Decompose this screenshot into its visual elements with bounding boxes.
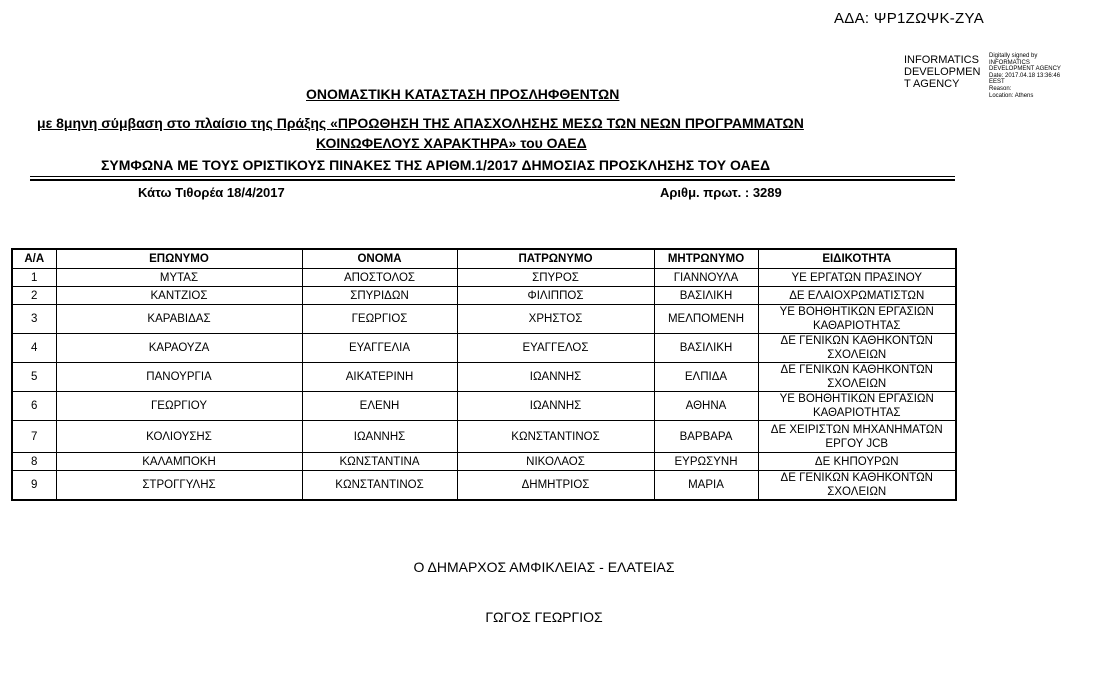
table-row (12, 305, 956, 334)
header-divider-thin (30, 176, 955, 177)
column-header-specialty: ΕΙΔΙΚΟΤΗΤΑ (758, 249, 956, 269)
cell-mother-name: ΒΑΣΙΛΙΚΗ (654, 287, 758, 305)
cell-aa: 7 (12, 421, 56, 453)
cell-surname: ΣΤΡΟΓΓΥΛΗΣ (56, 471, 302, 501)
cell-specialty (758, 392, 956, 421)
cell-name: ΕΛΕΝΗ (302, 392, 457, 421)
specialty-line: ΚΑΘΑΡΙΟΤΗΤΑΣ (812, 320, 901, 332)
ada-code: ΑΔΑ: ΨΡ1ΖΩΨΚ-ΖΥΑ (834, 10, 985, 27)
cell-father-name: ΧΡΗΣΤΟΣ (457, 305, 654, 334)
cell-mother-name: ΓΙΑΝΝΟΥΛΑ (654, 269, 758, 287)
cell-mother-name: ΑΘΗΝΑ (654, 392, 758, 421)
cell-aa: 9 (12, 471, 56, 501)
cell-name: ΚΩΝΣΤΑΝΤΙΝΟΣ (302, 471, 457, 501)
digital-signature-details (989, 53, 1089, 99)
cell-name: ΚΩΝΣΤΑΝΤΙΝΑ (302, 453, 457, 471)
signature-line: Reason: (989, 85, 1012, 92)
specialty-line: ΔΕ ΓΕΝΙΚΩΝ ΚΑΘΗΚΟΝΤΩΝ (780, 472, 933, 484)
mayor-title: Ο ΔΗΜΑΡΧΟΣ ΑΜΦΙΚΛΕΙΑΣ - ΕΛΑΤΕΙΑΣ (413, 559, 675, 575)
cell-mother-name: ΜΕΛΠΟΜΕΝΗ (654, 305, 758, 334)
table-header-row (12, 249, 956, 269)
cell-specialty (758, 421, 956, 453)
signature-line: Location: Athens (989, 92, 1034, 99)
column-header-mother-name: ΜΗΤΡΩΝΥΜΟ (654, 249, 758, 269)
cell-specialty (758, 334, 956, 363)
cell-aa: 3 (12, 305, 56, 334)
cell-specialty (758, 269, 956, 287)
specialty-line: ΥΕ ΕΡΓΑΤΩΝ ΠΡΑΣΙΝΟΥ (791, 271, 923, 284)
cell-father-name: ΝΙΚΟΛΑΟΣ (457, 453, 654, 471)
cell-aa: 4 (12, 334, 56, 363)
specialty-line: ΚΑΘΑΡΙΟΤΗΤΑΣ (812, 407, 901, 419)
table-row (12, 471, 956, 501)
page-title: ΟΝΟΜΑΣΤΙΚΗ ΚΑΤΑΣΤΑΣΗ ΠΡΟΣΛΗΦΘΕΝΤΩΝ (306, 86, 620, 102)
column-header-name: ΟΝΟΜΑ (302, 249, 457, 269)
cell-surname: ΚΟΛΙΟΥΣΗΣ (56, 421, 302, 453)
signature-line: Digitally signed by (989, 53, 1038, 59)
table-row (12, 287, 956, 305)
specialty-line: ΕΡΓΟΥ JCB (825, 437, 889, 450)
cell-aa: 1 (12, 269, 56, 287)
table-row (12, 421, 956, 453)
subtitle-line-3: ΣΥΜΦΩΝΑ ΜΕ ΤΟΥΣ ΟΡΙΣΤΙΚΟΥΣ ΠΙΝΑΚΕΣ ΤΗΣ ΑΡΙΘΜ.1/2017 ΔΗΜΟΣΙΑΣ ΠΡΟΣΚΛΗΣΗΣ ΤΟΥ ΟΑΕΔ (101, 157, 771, 173)
specialty-line: ΔΕ ΕΛΑΙΟΧΡΩΜΑΤΙΣΤΩΝ (789, 289, 925, 302)
cell-mother-name: ΜΑΡΙΑ (654, 471, 758, 501)
table-row (12, 453, 956, 471)
cell-surname: ΓΕΩΡΓΙΟΥ (56, 392, 302, 421)
digital-signature-signer: INFORMATICS DEVELOPMEN T AGENCY (904, 54, 981, 90)
signature-line: DEVELOPMENT AGENCY (989, 66, 1061, 73)
signature-line: EEST (989, 79, 1005, 86)
place-date: Κάτω Τιθορέα 18/4/2017 (138, 185, 285, 200)
table-row (12, 392, 956, 421)
cell-aa: 8 (12, 453, 56, 471)
subtitle-line-2: ΚΟΙΝΩΦΕΛΟΥΣ ΧΑΡΑΚΤΗΡΑ» του ΟΑΕΔ (316, 135, 587, 151)
table-row (12, 334, 956, 363)
cell-mother-name: ΕΥΡΩΣΥΝΗ (654, 453, 758, 471)
specialty-line: ΔΕ ΧΕΙΡΙΣΤΩΝ ΜΗΧΑΝΗΜΑΤΩΝ (770, 423, 943, 436)
specialty-line: ΣΧΟΛΕΙΩΝ (827, 486, 887, 498)
column-header-aa: Α/Α (12, 249, 56, 269)
cell-specialty (758, 363, 956, 392)
cell-name: ΣΠΥΡΙΔΩΝ (302, 287, 457, 305)
cell-specialty (758, 471, 956, 501)
cell-surname: ΚΑΛΑΜΠΟΚΗ (56, 453, 302, 471)
table-row (12, 363, 956, 392)
cell-surname: ΠΑΝΟΥΡΓΙΑ (56, 363, 302, 392)
specialty-line: ΥΕ ΒΟΗΘΗΤΙΚΩΝ ΕΡΓΑΣΙΩΝ (779, 393, 934, 405)
staff-table (11, 248, 957, 501)
specialty-line: ΔΕ ΚΗΠΟΥΡΩΝ (814, 455, 899, 468)
header-divider-thick (30, 179, 955, 181)
cell-aa: 5 (12, 363, 56, 392)
cell-specialty (758, 287, 956, 305)
cell-surname: ΜΥΤΑΣ (56, 269, 302, 287)
cell-name: ΑΙΚΑΤΕΡΙΝΗ (302, 363, 457, 392)
cell-name: ΓΕΩΡΓΙΟΣ (302, 305, 457, 334)
signature-line: Date: 2017.04.18 13:36:46 (989, 72, 1061, 79)
table-row (12, 269, 956, 287)
cell-father-name: ΙΩΑΝΝΗΣ (457, 363, 654, 392)
cell-mother-name: ΒΑΣΙΛΙΚΗ (654, 334, 758, 363)
table-body (12, 269, 956, 501)
cell-mother-name: ΒΑΡΒΑΡΑ (654, 421, 758, 453)
mayor-name: ΓΩΓΟΣ ΓΕΩΡΓΙΟΣ (485, 609, 603, 625)
column-header-surname: ΕΠΩΝΥΜΟ (56, 249, 302, 269)
protocol-number: Αριθμ. πρωτ. : 3289 (660, 185, 782, 200)
cell-father-name: ΚΩΝΣΤΑΝΤΙΝΟΣ (457, 421, 654, 453)
cell-mother-name: ΕΛΠΙΔΑ (654, 363, 758, 392)
column-header-father-name: ΠΑΤΡΩΝΥΜΟ (457, 249, 654, 269)
cell-specialty (758, 453, 956, 471)
cell-aa: 6 (12, 392, 56, 421)
cell-surname: ΚΑΝΤΖΙΟΣ (56, 287, 302, 305)
cell-father-name: ΦΙΛΙΠΠΟΣ (457, 287, 654, 305)
specialty-line: ΣΧΟΛΕΙΩΝ (827, 349, 887, 361)
cell-aa: 2 (12, 287, 56, 305)
cell-father-name: ΔΗΜΗΤΡΙΟΣ (457, 471, 654, 501)
cell-father-name: ΙΩΑΝΝΗΣ (457, 392, 654, 421)
cell-name: ΕΥΑΓΓΕΛΙΑ (302, 334, 457, 363)
cell-name: ΙΩΑΝΝΗΣ (302, 421, 457, 453)
cell-father-name: ΕΥΑΓΓΕΛΟΣ (457, 334, 654, 363)
specialty-line: ΔΕ ΓΕΝΙΚΩΝ ΚΑΘΗΚΟΝΤΩΝ (780, 364, 933, 376)
cell-father-name: ΣΠΥΡΟΣ (457, 269, 654, 287)
subtitle-line-1: με 8μηνη σύμβαση στο πλαίσιο της Πράξης «ΠΡΟΩΘΗΣΗ ΤΗΣ ΑΠΑΣΧΟΛΗΣΗΣ ΜΕΣΩ ΤΩΝ ΝΕΩΝ ΠΡΟΓΡΑΜΜΑΤΩΝ (37, 115, 804, 131)
specialty-line: ΔΕ ΓΕΝΙΚΩΝ ΚΑΘΗΚΟΝΤΩΝ (780, 335, 933, 347)
cell-surname: ΚΑΡΑΒΙΔΑΣ (56, 305, 302, 334)
cell-name: ΑΠΟΣΤΟΛΟΣ (302, 269, 457, 287)
signature-line: INFORMATICS (989, 59, 1030, 66)
specialty-line: ΥΕ ΒΟΗΘΗΤΙΚΩΝ ΕΡΓΑΣΙΩΝ (779, 306, 934, 318)
cell-surname: ΚΑΡΑΟΥΖΑ (56, 334, 302, 363)
specialty-line: ΣΧΟΛΕΙΩΝ (827, 378, 887, 390)
cell-specialty (758, 305, 956, 334)
